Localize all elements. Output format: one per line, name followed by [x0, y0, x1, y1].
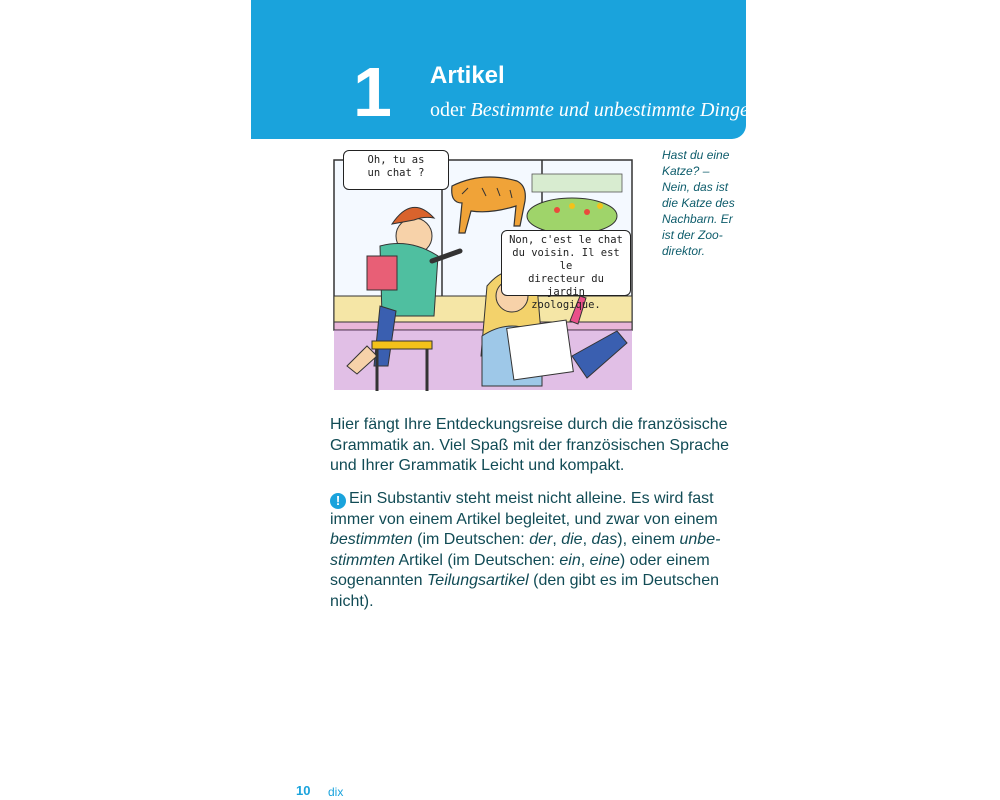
note-line — [330, 571, 750, 592]
note-line: immer von einem Artikel begleitet, und zwar von einem — [330, 510, 718, 528]
side-note-line: direktor. — [662, 244, 705, 258]
bubble1-line2: un chat ? — [367, 167, 425, 179]
bubble2-line1: Non, c'est le chat — [509, 234, 623, 246]
side-note-line: die Katze des — [662, 196, 735, 210]
note-text: , — [582, 531, 592, 548]
note-text: , — [580, 551, 590, 569]
note-line — [330, 530, 750, 551]
side-note-line: Nein, das ist — [662, 180, 729, 194]
side-note-line: ist der Zoo- — [662, 228, 723, 242]
side-note-line: Hast du eine — [662, 148, 730, 162]
term-eine: eine — [589, 551, 620, 569]
page-number: 10 — [296, 783, 311, 798]
translation-note — [662, 147, 754, 259]
chapter-subtitle — [430, 99, 749, 122]
side-note-line: Nachbarn. Er — [662, 212, 733, 226]
note-text: sogenannten — [330, 572, 427, 589]
term-ein: ein — [559, 551, 581, 569]
note-line: nicht). — [330, 592, 374, 610]
term-der: der — [529, 531, 553, 548]
note-text: (den gibt es im Deutschen — [528, 572, 719, 589]
note-text: (im Deutschen: — [412, 531, 530, 548]
bubble2-line4: zoologique. — [531, 299, 601, 311]
subtitle-prefix: oder — [430, 99, 466, 121]
note-text: Ein Substantiv steht meist nicht alleine. Es wird fast — [349, 490, 714, 507]
intro-paragraph — [330, 415, 750, 477]
subtitle-italic: Bestimmte und unbestimmte Dinge — [470, 99, 749, 121]
bubble1-line1: Oh, tu as — [367, 154, 425, 166]
note-paragraph — [330, 489, 750, 612]
note-line — [330, 551, 750, 572]
chapter-title: Artikel — [430, 62, 505, 89]
note-line — [330, 489, 750, 510]
intro-line: Hier fängt Ihre Entdeckungsreise durch die französische — [330, 416, 728, 433]
bubble2-line3: directeur du jardin — [528, 273, 604, 298]
side-note-line: Katze? – — [662, 164, 710, 178]
speech-bubble-question — [343, 150, 449, 190]
bubble2-line2: du voisin. Il est le — [512, 247, 620, 272]
speech-bubble-answer — [501, 230, 631, 311]
term-das: das — [591, 531, 618, 548]
term-unbe: unbe- — [679, 531, 721, 548]
note-text: ) oder einem — [619, 551, 710, 569]
note-text: ), einem — [617, 531, 680, 548]
exclamation-icon: ! — [330, 493, 346, 509]
term-teilungsartikel: Teilungsartikel — [426, 572, 529, 589]
chapter-number: 1 — [353, 53, 390, 131]
note-text: , — [552, 531, 562, 548]
page-number-word: dix — [328, 785, 344, 799]
term-bestimmten: bestimmten — [330, 531, 413, 548]
term-die: die — [561, 531, 583, 548]
intro-line: Grammatik an. Viel Spaß mit der französischen Sprache — [330, 436, 729, 454]
note-text: Artikel (im Deutschen: — [394, 551, 560, 569]
intro-line: und Ihrer Grammatik Leicht und kompakt. — [330, 457, 625, 474]
term-stimmten: stimmten — [330, 551, 395, 569]
